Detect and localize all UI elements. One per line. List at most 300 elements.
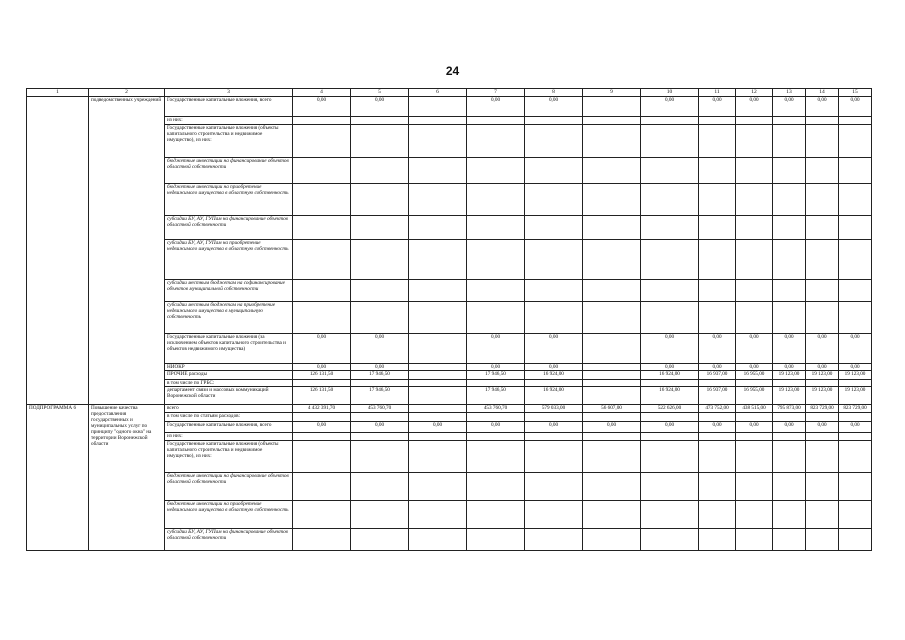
value-cell <box>839 158 872 184</box>
value-cell <box>773 501 806 529</box>
row-label: департамент связи и массовых коммуникаций Воронежской области <box>165 387 293 405</box>
value-cell <box>736 441 773 473</box>
value-cell <box>467 117 525 125</box>
value-cell: 453 760,70 <box>351 405 409 413</box>
row-label: Государственные капитальные вложения, всего <box>165 97 293 117</box>
column-header: 12 <box>736 89 773 97</box>
value-cell <box>583 473 641 501</box>
value-cell: 0,00 <box>736 422 773 433</box>
value-cell <box>467 433 525 441</box>
value-cell <box>699 441 736 473</box>
value-cell: 19 123,00 <box>839 371 872 380</box>
value-cell <box>409 371 467 380</box>
value-cell <box>641 158 699 184</box>
row-label: субсидии БУ, АУ, ГУПам на приобретение недвижимого имущества в областную собственность <box>165 240 293 280</box>
value-cell <box>806 240 839 280</box>
value-cell <box>736 117 773 125</box>
value-cell: 16 924,00 <box>525 371 583 380</box>
value-cell: 16 955,00 <box>736 371 773 380</box>
value-cell <box>525 158 583 184</box>
value-cell <box>773 529 806 551</box>
value-cell <box>409 117 467 125</box>
value-cell <box>839 380 872 387</box>
value-cell <box>736 501 773 529</box>
row-label: всего <box>165 405 293 413</box>
value-cell <box>806 529 839 551</box>
value-cell <box>351 473 409 501</box>
value-cell: 0,00 <box>699 334 736 364</box>
value-cell: 0,00 <box>773 97 806 117</box>
value-cell <box>583 184 641 216</box>
value-cell: 0,00 <box>525 364 583 371</box>
value-cell <box>583 380 641 387</box>
value-cell <box>409 380 467 387</box>
value-cell <box>467 380 525 387</box>
value-cell <box>839 216 872 240</box>
value-cell <box>467 473 525 501</box>
row-label: бюджетные инвестиции на финансирование объектов областной собственности <box>165 473 293 501</box>
value-cell <box>699 529 736 551</box>
value-cell <box>839 433 872 441</box>
row-label: бюджетные инвестиции на финансирование объектов областной собственности <box>165 158 293 184</box>
value-cell: 473 752,00 <box>699 405 736 413</box>
value-cell <box>467 413 525 422</box>
value-cell <box>806 441 839 473</box>
row-label: в том числе по ГРБС: <box>165 380 293 387</box>
value-cell <box>699 413 736 422</box>
table-body <box>27 89 872 551</box>
value-cell: 17 946,50 <box>351 387 409 405</box>
value-cell: 0,00 <box>351 334 409 364</box>
column-header: 6 <box>409 89 467 97</box>
value-cell: 0,00 <box>641 364 699 371</box>
value-cell <box>409 216 467 240</box>
row-label: ПРОЧИЕ расходы <box>165 371 293 380</box>
value-cell <box>641 441 699 473</box>
value-cell <box>467 529 525 551</box>
value-cell <box>773 240 806 280</box>
value-cell <box>351 302 409 334</box>
value-cell: 0,00 <box>641 97 699 117</box>
header-row <box>27 89 872 97</box>
table-row <box>27 405 872 413</box>
value-cell <box>583 387 641 405</box>
table-row <box>27 97 872 117</box>
value-cell <box>467 184 525 216</box>
value-cell <box>806 473 839 501</box>
budget-table <box>26 88 872 551</box>
value-cell <box>839 280 872 302</box>
value-cell <box>409 433 467 441</box>
value-cell <box>583 97 641 117</box>
column-header: 15 <box>839 89 872 97</box>
value-cell <box>736 302 773 334</box>
value-cell <box>773 125 806 158</box>
program-code-cell: ПОДПРОГРАММА 6 <box>27 405 89 551</box>
value-cell <box>641 501 699 529</box>
value-cell <box>806 280 839 302</box>
value-cell: 795 873,00 <box>773 405 806 413</box>
value-cell <box>641 117 699 125</box>
value-cell: 0,00 <box>467 97 525 117</box>
row-label: субсидии БУ, АУ, ГУПам на финансирование объектов областной собственности <box>165 529 293 551</box>
value-cell <box>806 302 839 334</box>
value-cell: 4 432 391,70 <box>293 405 351 413</box>
value-cell: 0,00 <box>736 334 773 364</box>
row-label: Государственные капитальные вложения (за исключением объектов капитального строительства и объектов недвижимого имущества) <box>165 334 293 364</box>
value-cell <box>736 158 773 184</box>
value-cell <box>583 441 641 473</box>
value-cell <box>773 433 806 441</box>
row-label: бюджетные инвестиции на приобретение недвижимого имущества в областную собственность <box>165 501 293 529</box>
value-cell <box>641 473 699 501</box>
value-cell: 438 515,00 <box>736 405 773 413</box>
value-cell: 17 946,50 <box>467 387 525 405</box>
value-cell <box>699 117 736 125</box>
value-cell <box>736 433 773 441</box>
value-cell <box>293 529 351 551</box>
value-cell <box>409 125 467 158</box>
value-cell <box>525 240 583 280</box>
column-header: 11 <box>699 89 736 97</box>
value-cell <box>293 280 351 302</box>
value-cell: 0,00 <box>409 422 467 433</box>
value-cell: 0,00 <box>736 364 773 371</box>
page-number: 24 <box>445 64 460 78</box>
value-cell <box>409 334 467 364</box>
value-cell <box>467 125 525 158</box>
value-cell <box>736 413 773 422</box>
value-cell: 16 924,00 <box>641 371 699 380</box>
value-cell <box>736 125 773 158</box>
value-cell <box>699 240 736 280</box>
value-cell: 0,00 <box>699 97 736 117</box>
value-cell <box>641 413 699 422</box>
value-cell: 16 924,00 <box>641 387 699 405</box>
value-cell <box>641 216 699 240</box>
value-cell <box>699 158 736 184</box>
value-cell <box>736 473 773 501</box>
value-cell <box>525 302 583 334</box>
value-cell: 0,00 <box>641 334 699 364</box>
program-name-cell: подведомственных учреждений <box>89 97 165 405</box>
row-label: Государственные капитальные вложения (объекты капитального строительства и недвижимое имущество), из них: <box>165 125 293 158</box>
value-cell <box>773 184 806 216</box>
value-cell <box>293 184 351 216</box>
value-cell <box>699 280 736 302</box>
row-label: субсидии БУ, АУ, ГУПам на финансирование объектов областной собственности <box>165 216 293 240</box>
value-cell: 126 131,50 <box>293 371 351 380</box>
value-cell <box>641 380 699 387</box>
row-label: Государственные капитальные вложения, всего <box>165 422 293 433</box>
value-cell: 56 607,00 <box>583 405 641 413</box>
column-header: 9 <box>583 89 641 97</box>
value-cell <box>525 117 583 125</box>
value-cell <box>806 216 839 240</box>
value-cell <box>699 302 736 334</box>
value-cell <box>773 280 806 302</box>
row-label: в том числе по статьям расходов: <box>165 413 293 422</box>
value-cell <box>409 473 467 501</box>
row-label: бюджетные инвестиции на приобретение недвижимого имущества в областную собственность <box>165 184 293 216</box>
value-cell <box>839 302 872 334</box>
value-cell <box>839 184 872 216</box>
value-cell <box>525 529 583 551</box>
value-cell <box>351 216 409 240</box>
value-cell: 0,00 <box>293 334 351 364</box>
value-cell <box>525 125 583 158</box>
value-cell <box>467 216 525 240</box>
value-cell <box>409 97 467 117</box>
value-cell: 16 937,00 <box>699 371 736 380</box>
value-cell <box>806 117 839 125</box>
value-cell <box>773 413 806 422</box>
column-header: 10 <box>641 89 699 97</box>
value-cell <box>409 158 467 184</box>
value-cell: 17 946,50 <box>467 371 525 380</box>
value-cell <box>773 302 806 334</box>
value-cell <box>773 216 806 240</box>
value-cell: 0,00 <box>699 422 736 433</box>
value-cell <box>773 473 806 501</box>
value-cell: 0,00 <box>351 422 409 433</box>
value-cell <box>409 529 467 551</box>
value-cell <box>351 380 409 387</box>
value-cell: 19 123,00 <box>773 387 806 405</box>
value-cell <box>641 184 699 216</box>
value-cell <box>839 125 872 158</box>
value-cell <box>806 413 839 422</box>
value-cell: 19 123,00 <box>806 387 839 405</box>
value-cell <box>467 158 525 184</box>
value-cell <box>293 240 351 280</box>
value-cell <box>583 364 641 371</box>
program-code-cell <box>27 97 89 405</box>
value-cell: 579 033,00 <box>525 405 583 413</box>
value-cell <box>583 280 641 302</box>
value-cell <box>409 184 467 216</box>
value-cell <box>736 184 773 216</box>
value-cell <box>351 184 409 216</box>
value-cell: 522 626,00 <box>641 405 699 413</box>
value-cell: 19 123,00 <box>839 387 872 405</box>
value-cell: 17 946,50 <box>351 371 409 380</box>
value-cell <box>293 380 351 387</box>
value-cell <box>839 501 872 529</box>
value-cell <box>351 441 409 473</box>
value-cell <box>525 433 583 441</box>
row-label: Государственные капитальные вложения (объекты капитального строительства и недвижимое имущество), из них: <box>165 441 293 473</box>
value-cell: 0,00 <box>839 334 872 364</box>
value-cell <box>351 529 409 551</box>
value-cell <box>773 380 806 387</box>
value-cell: 0,00 <box>736 97 773 117</box>
value-cell: 0,00 <box>806 97 839 117</box>
value-cell <box>583 501 641 529</box>
value-cell <box>736 216 773 240</box>
value-cell <box>351 501 409 529</box>
value-cell <box>525 441 583 473</box>
value-cell <box>773 117 806 125</box>
value-cell <box>839 441 872 473</box>
value-cell: 16 924,00 <box>525 387 583 405</box>
value-cell <box>641 280 699 302</box>
value-cell: 0,00 <box>525 334 583 364</box>
value-cell: 0,00 <box>839 422 872 433</box>
value-cell <box>641 302 699 334</box>
column-header: 1 <box>27 89 89 97</box>
column-header: 2 <box>89 89 165 97</box>
value-cell: 0,00 <box>293 97 351 117</box>
value-cell <box>583 125 641 158</box>
value-cell <box>525 413 583 422</box>
value-cell: 126 131,50 <box>293 387 351 405</box>
value-cell: 0,00 <box>773 364 806 371</box>
value-cell <box>351 125 409 158</box>
value-cell: 0,00 <box>806 334 839 364</box>
value-cell <box>525 380 583 387</box>
value-cell <box>699 216 736 240</box>
value-cell <box>293 473 351 501</box>
value-cell <box>409 302 467 334</box>
value-cell: 19 123,00 <box>773 371 806 380</box>
value-cell <box>525 280 583 302</box>
value-cell <box>806 125 839 158</box>
value-cell <box>351 117 409 125</box>
value-cell <box>409 413 467 422</box>
value-cell: 0,00 <box>641 422 699 433</box>
value-cell <box>525 473 583 501</box>
value-cell: 0,00 <box>467 422 525 433</box>
value-cell <box>583 158 641 184</box>
value-cell <box>583 117 641 125</box>
row-label: НИОКР <box>165 364 293 371</box>
value-cell <box>806 433 839 441</box>
value-cell <box>293 158 351 184</box>
value-cell <box>409 441 467 473</box>
value-cell <box>699 473 736 501</box>
value-cell <box>773 441 806 473</box>
value-cell: 823 729,00 <box>806 405 839 413</box>
value-cell <box>409 501 467 529</box>
value-cell <box>525 216 583 240</box>
value-cell <box>806 158 839 184</box>
value-cell: 0,00 <box>351 364 409 371</box>
value-cell <box>467 280 525 302</box>
value-cell <box>351 280 409 302</box>
value-cell: 823 729,00 <box>839 405 872 413</box>
value-cell <box>293 441 351 473</box>
column-header: 13 <box>773 89 806 97</box>
column-header: 14 <box>806 89 839 97</box>
value-cell <box>641 240 699 280</box>
value-cell: 19 123,00 <box>806 371 839 380</box>
column-header: 7 <box>467 89 525 97</box>
value-cell: 0,00 <box>699 364 736 371</box>
value-cell <box>699 184 736 216</box>
value-cell <box>351 240 409 280</box>
value-cell <box>409 280 467 302</box>
value-cell <box>525 501 583 529</box>
value-cell <box>641 529 699 551</box>
value-cell <box>583 334 641 364</box>
value-cell <box>583 240 641 280</box>
value-cell <box>699 380 736 387</box>
value-cell <box>806 501 839 529</box>
value-cell <box>773 158 806 184</box>
value-cell: 0,00 <box>773 334 806 364</box>
value-cell <box>583 413 641 422</box>
value-cell: 0,00 <box>351 97 409 117</box>
value-cell <box>736 380 773 387</box>
value-cell <box>351 158 409 184</box>
value-cell <box>641 433 699 441</box>
value-cell <box>736 529 773 551</box>
value-cell <box>839 240 872 280</box>
value-cell <box>583 529 641 551</box>
value-cell <box>293 302 351 334</box>
value-cell <box>736 240 773 280</box>
value-cell <box>293 125 351 158</box>
value-cell <box>467 240 525 280</box>
value-cell <box>409 405 467 413</box>
column-header: 3 <box>165 89 293 97</box>
value-cell: 0,00 <box>773 422 806 433</box>
program-name-cell: Повышение качества предоставления государственных и муниципальных услуг по принципу "одного окна" на территории Воронежской области <box>89 405 165 551</box>
column-header: 5 <box>351 89 409 97</box>
value-cell <box>467 441 525 473</box>
column-header: 8 <box>525 89 583 97</box>
value-cell <box>293 433 351 441</box>
value-cell: 453 760,70 <box>467 405 525 413</box>
value-cell <box>467 501 525 529</box>
value-cell <box>699 501 736 529</box>
value-cell: 0,00 <box>293 364 351 371</box>
value-cell <box>839 117 872 125</box>
value-cell: 0,00 <box>467 364 525 371</box>
row-label: из них: <box>165 117 293 125</box>
value-cell: 16 955,00 <box>736 387 773 405</box>
row-label: из них: <box>165 433 293 441</box>
value-cell <box>351 433 409 441</box>
value-cell <box>351 413 409 422</box>
value-cell <box>525 184 583 216</box>
value-cell: 0,00 <box>525 97 583 117</box>
value-cell <box>409 387 467 405</box>
value-cell <box>641 125 699 158</box>
value-cell <box>583 216 641 240</box>
value-cell <box>409 240 467 280</box>
value-cell <box>293 501 351 529</box>
value-cell <box>839 473 872 501</box>
value-cell: 16 937,00 <box>699 387 736 405</box>
value-cell <box>736 280 773 302</box>
value-cell: 0,00 <box>806 422 839 433</box>
value-cell: 0,00 <box>293 422 351 433</box>
value-cell <box>839 529 872 551</box>
value-cell <box>699 433 736 441</box>
value-cell <box>839 413 872 422</box>
value-cell: 0,00 <box>806 364 839 371</box>
value-cell <box>583 302 641 334</box>
value-cell <box>806 380 839 387</box>
value-cell <box>467 302 525 334</box>
value-cell: 0,00 <box>467 334 525 364</box>
row-label: субсидии местным бюджетам на софинансирование объектов муниципальной собственности <box>165 280 293 302</box>
value-cell: 0,00 <box>839 364 872 371</box>
row-label: субсидии местным бюджетам на приобретение недвижимого имущества в муниципальную собственность <box>165 302 293 334</box>
value-cell <box>583 371 641 380</box>
